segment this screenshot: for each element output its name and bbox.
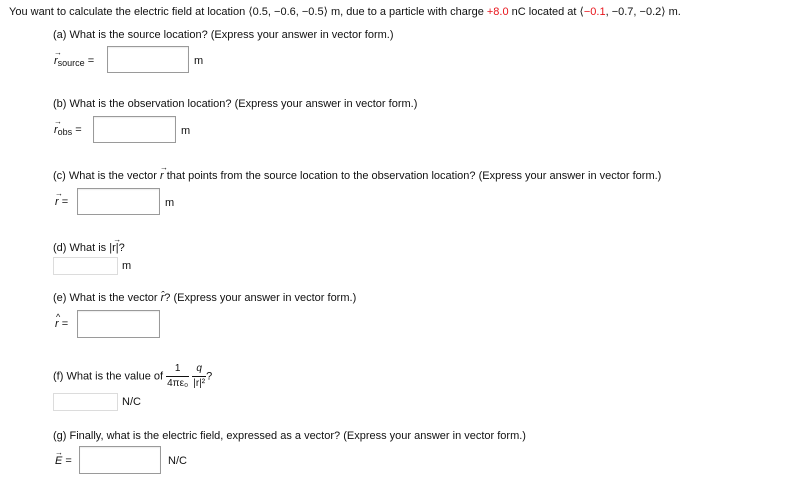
- unit-a: m: [194, 55, 204, 67]
- label-e-field: → E =: [55, 448, 72, 467]
- answer-f-input[interactable]: [53, 393, 118, 411]
- answer-d-input[interactable]: [53, 257, 118, 275]
- label-r-source: → rsource =: [54, 48, 95, 68]
- question-g: (g) Finally, what is the electric field, expressed as a vector? (Express your answer in vector form.): [53, 430, 526, 442]
- charge-value: +8.0: [486, 6, 509, 18]
- unit-d: m: [122, 260, 132, 272]
- label-r: → r =: [55, 189, 69, 208]
- magnitude-r-symbol: → |r|?: [109, 235, 125, 254]
- answer-e-input[interactable]: [77, 310, 160, 338]
- unit-c: m: [165, 197, 175, 209]
- problem-statement: [9, 5, 681, 18]
- charge-over-r-squared-fraction: $\frac{q}{\text{|r|²}}$: [193, 363, 206, 389]
- source-location: ⟨−0.1, −0.7, −0.2⟩: [579, 6, 666, 18]
- question-d: (d) What is → |r|?: [53, 235, 125, 254]
- unit-b: m: [181, 125, 191, 137]
- label-r-hat: ^ r =: [55, 312, 69, 330]
- intro-text-2: m, due to a particle with charge: [330, 6, 484, 18]
- label-r-obs: → robs =: [54, 117, 82, 137]
- intro-text-3: nC located at: [511, 6, 577, 18]
- unit-vector-r-hat-symbol: r̂: [160, 292, 165, 304]
- question-f: (f) What is the value of $\frac{1}{\text{4πε₀}}$ $\frac{q}{\text{|r|²}}$ ?: [53, 363, 213, 389]
- answer-b-input[interactable]: [93, 116, 176, 143]
- answer-c-input[interactable]: [77, 188, 160, 215]
- unit-g: N/C: [168, 455, 187, 467]
- question-b: (b) What is the observation location? (Express your answer in vector form.): [53, 98, 418, 110]
- unit-f: N/C: [122, 396, 141, 408]
- answer-a-input[interactable]: [107, 46, 189, 73]
- observation-location: ⟨0.5, −0.6, −0.5⟩: [248, 6, 328, 18]
- question-c: (c) What is the vector → r that points from the source location to the observation location? (Express your answer in vector form.): [53, 163, 662, 182]
- question-a: (a) What is the source location? (Express your answer in vector form.): [53, 29, 394, 41]
- vector-r-symbol: → r: [159, 163, 168, 182]
- intro-text-end: m.: [668, 6, 681, 18]
- answer-g-input[interactable]: [79, 446, 161, 474]
- question-e: (e) What is the vector r̂? (Express your answer in vector form.): [53, 292, 357, 304]
- coulomb-constant-fraction: $\frac{1}{\text{4πε₀}}$: [167, 363, 189, 389]
- intro-text: You want to calculate the electric field at location: [9, 6, 246, 18]
